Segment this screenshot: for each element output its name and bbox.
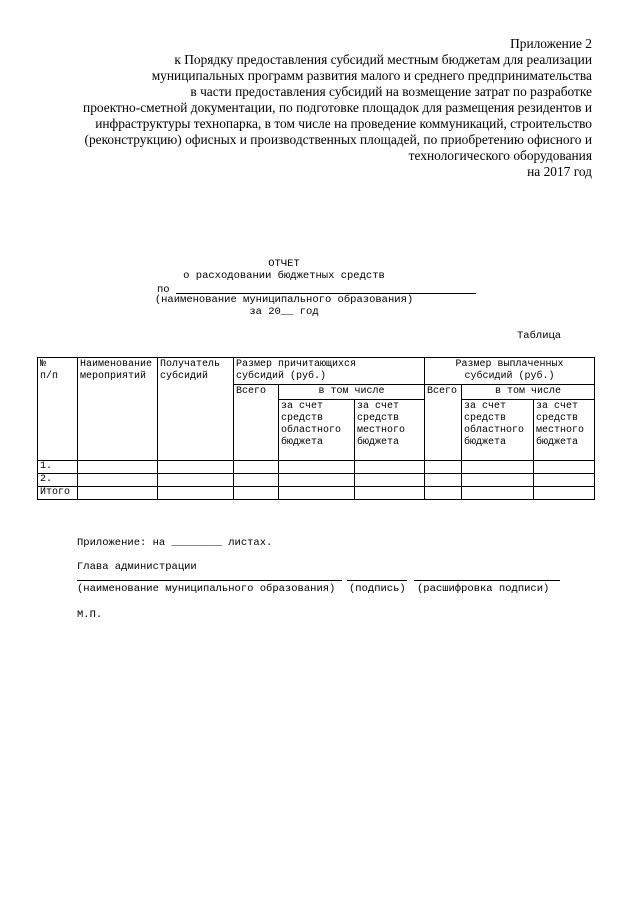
row-label: 2.: [38, 474, 78, 487]
municipality-caption: (наименование муниципального образования): [154, 294, 414, 306]
year-line: за 20__ год: [249, 306, 319, 318]
report-subtitle: о расходовании бюджетных средств: [183, 270, 385, 282]
appendix-line: технологического оборудования: [408, 148, 592, 163]
head-of-administration-label: Глава администрации: [77, 561, 197, 573]
header-paid: Размер выплаченных субсидий (руб.): [425, 358, 595, 385]
appendix-line: Приложение 2: [510, 36, 592, 51]
appendix-line: на 2017 год: [527, 164, 592, 179]
signature-line: [347, 580, 407, 581]
header-events: Наименование мероприятий: [78, 358, 158, 461]
po-label: по: [157, 284, 170, 296]
report-table: [37, 357, 595, 500]
municipality-name-caption: (наименование муниципального образования): [77, 583, 336, 595]
appendix-line: инфраструктуры технопарка, в том числе на проведение коммуникаций, строительство: [95, 116, 592, 131]
appendix-line: к Порядку предоставления субсидий местным бюджетам для реализации: [174, 52, 592, 67]
appendix-line: в части предоставления субсидий на возмещение затрат по разработке: [190, 84, 592, 99]
table-row: [38, 461, 595, 474]
table-row: [38, 474, 595, 487]
table-header-row: [38, 358, 595, 385]
signature-caption: (подпись): [349, 583, 406, 595]
appendix-header: [32, 36, 592, 180]
header-regional: за счет средств областного бюджета: [462, 400, 534, 461]
municipality-signature-line: [77, 580, 342, 581]
header-including: в том числе: [462, 385, 595, 400]
header-local: за счет средств местного бюджета: [355, 400, 425, 461]
row-label: Итого: [38, 487, 78, 500]
appendix-line: проектно-сметной документации, по подготовке площадок для размещения резидентов и: [83, 100, 592, 115]
header-local: за счет средств местного бюджета: [534, 400, 595, 461]
table-row-total: [38, 487, 595, 500]
stamp-place-label: М.П.: [77, 609, 103, 621]
signature-decode-line: [414, 580, 560, 581]
header-including: в том числе: [279, 385, 425, 400]
report-title: ОТЧЕТ: [268, 258, 300, 270]
header-recipient: Получатель субсидий: [158, 358, 234, 461]
header-total: Всего: [425, 385, 462, 461]
appendix-line: муниципальных программ развития малого и среднего предпринимательства: [151, 68, 592, 83]
appendix-line: (реконструкцию) офисных и производственных площадей, по приобретению офисного и: [84, 132, 592, 147]
header-due: Размер причитающихся субсидий (руб.): [234, 358, 425, 385]
row-label: 1.: [38, 461, 78, 474]
table-label: Таблица: [517, 330, 562, 342]
header-total: Всего: [234, 385, 279, 461]
header-num: № п/п: [38, 358, 78, 461]
attachment-note: Приложение: на ________ листах.: [77, 537, 273, 549]
header-regional: за счет средств областного бюджета: [279, 400, 355, 461]
signature-decode-caption: (расшифровка подписи): [417, 583, 550, 595]
